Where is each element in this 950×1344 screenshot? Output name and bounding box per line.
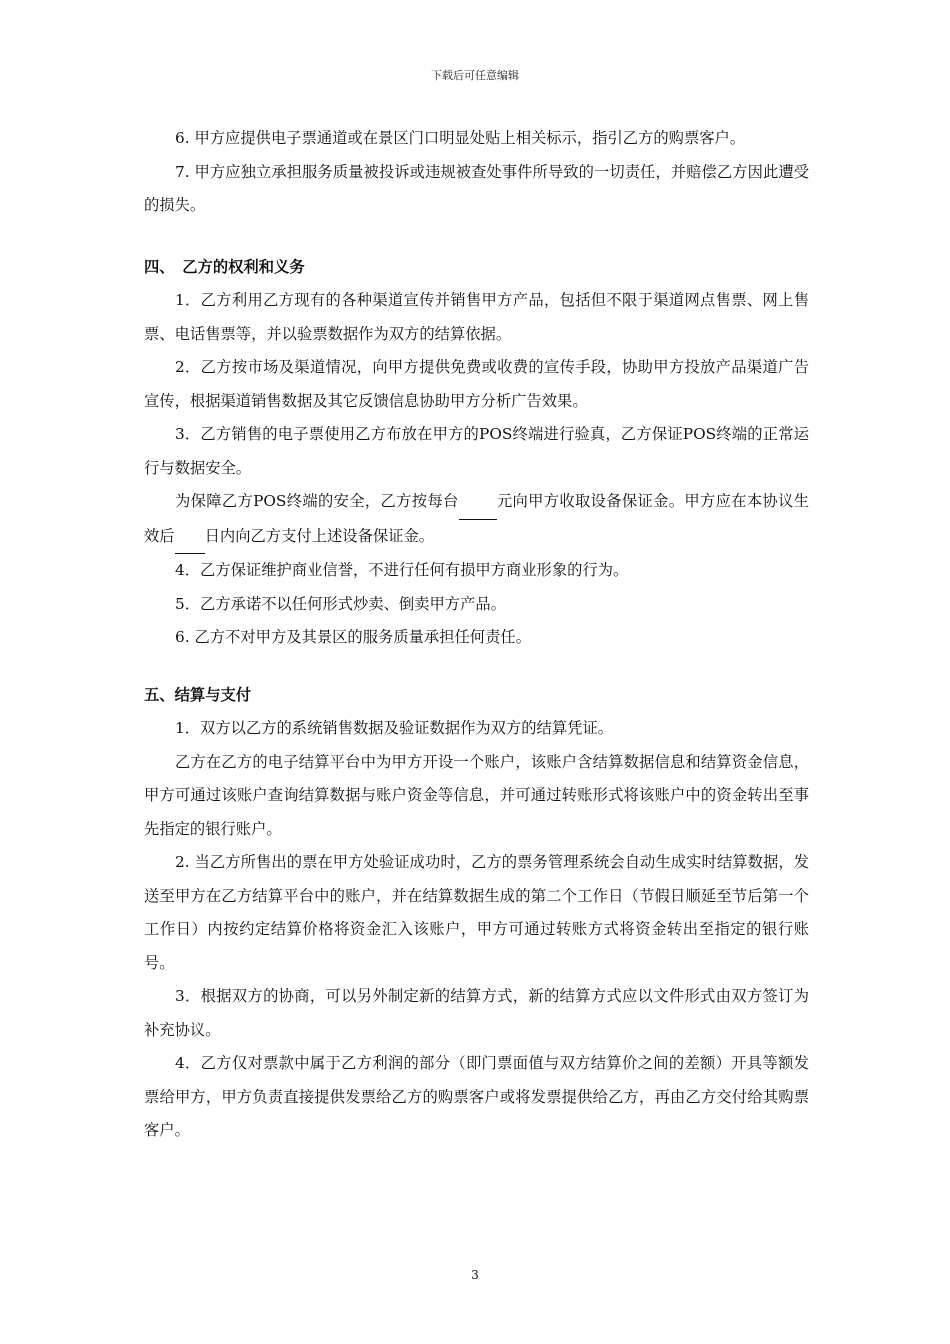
clause-5-1: 1．双方以乙方的系统销售数据及验证数据作为双方的结算凭证。 xyxy=(175,719,614,737)
clause-3-7: 7. 甲方应独立承担服务质量被投诉或违规被查处事件所导致的一切责任，并赔偿乙方因此遭受的损失。 xyxy=(144,162,809,214)
deposit-text-a: 为保障乙方POS终端的安全，乙方按每台 xyxy=(175,492,459,510)
section-4-heading: 四、 乙方的权利和义务 xyxy=(144,257,305,276)
clause-5-4: 4．乙方仅对票款中属于乙方利润的部分（即门票面值与双方结算价之间的差额）开具等额发票给甲方，甲方负责直接提供发票给乙方的购票客户或将发票提供给乙方，再由乙方交付给其购票客户。 xyxy=(144,1054,809,1139)
section-5-heading: 五、结算与支付 xyxy=(144,685,252,704)
document-body xyxy=(144,122,809,1148)
page-number: 3 xyxy=(471,1268,479,1282)
clause-5-3: 3．根据双方的协商，可以另外制定新的结算方式，新的结算方式应以文件形式由双方签订为补充协议。 xyxy=(144,987,809,1039)
deposit-text-b: 元向甲方收取设备保证金。甲方应在本协议生效后 xyxy=(144,492,809,545)
deposit-text-c: 日内向乙方支付上述设备保证金。 xyxy=(204,526,435,545)
clause-5-1-paragraph: 乙方在乙方的电子结算平台中为甲方开设一个账户，该账户含结算数据信息和结算资金信息，甲方可通过该账户查询结算数据与账户资金等信息，并可通过转账形式将该账户中的资金转出至事先指定的银行账户。 xyxy=(144,752,809,838)
clause-4-6: 6. 乙方不对甲方及其景区的服务质量承担任何责任。 xyxy=(175,628,531,646)
spacer xyxy=(144,223,809,251)
clause-3-6: 6. 甲方应提供电子票通道或在景区门口明显处贴上相关标示，指引乙方的购票客户。 xyxy=(175,129,746,147)
clause-4-4: 4．乙方保证维护商业信誉，不进行任何有损甲方商业形象的行为。 xyxy=(175,561,629,579)
deposit-amount-blank xyxy=(459,485,497,520)
clause-5-2: 2. 当乙方所售出的票在甲方处验证成功时，乙方的票务管理系统会自动生成实时结算数据，发送至甲方在乙方结算平台中的账户，并在结算数据生成的第二个工作日（节假日顺延至节后第一个工作日）内按约定结算价格将资金汇入该账户，甲方可通过转账方式将资金转出至指定的银行账号。 xyxy=(144,853,809,972)
clause-4-3: 3．乙方销售的电子票使用乙方布放在甲方的POS终端进行验真，乙方保证POS终端的正常运行与数据安全。 xyxy=(144,425,809,477)
deposit-days-blank xyxy=(175,520,205,555)
deposit-paragraph xyxy=(144,485,809,554)
spacer xyxy=(144,655,809,679)
page-header: 下载后可任意编辑 xyxy=(431,69,519,82)
clause-4-5: 5．乙方承诺不以任何形式炒卖、倒卖甲方产品。 xyxy=(175,594,506,613)
clause-4-2: 2．乙方按市场及渠道情况，向甲方提供免费或收费的宣传手段，协助甲方投放产品渠道广告宣传，根据渠道销售数据及其它反馈信息协助甲方分析广告效果。 xyxy=(144,358,809,410)
clause-4-1: 1．乙方利用乙方现有的各种渠道宣传并销售甲方产品，包括但不限于渠道网点售票、网上售票、电话售票等，并以验票数据作为双方的结算依据。 xyxy=(144,291,809,343)
